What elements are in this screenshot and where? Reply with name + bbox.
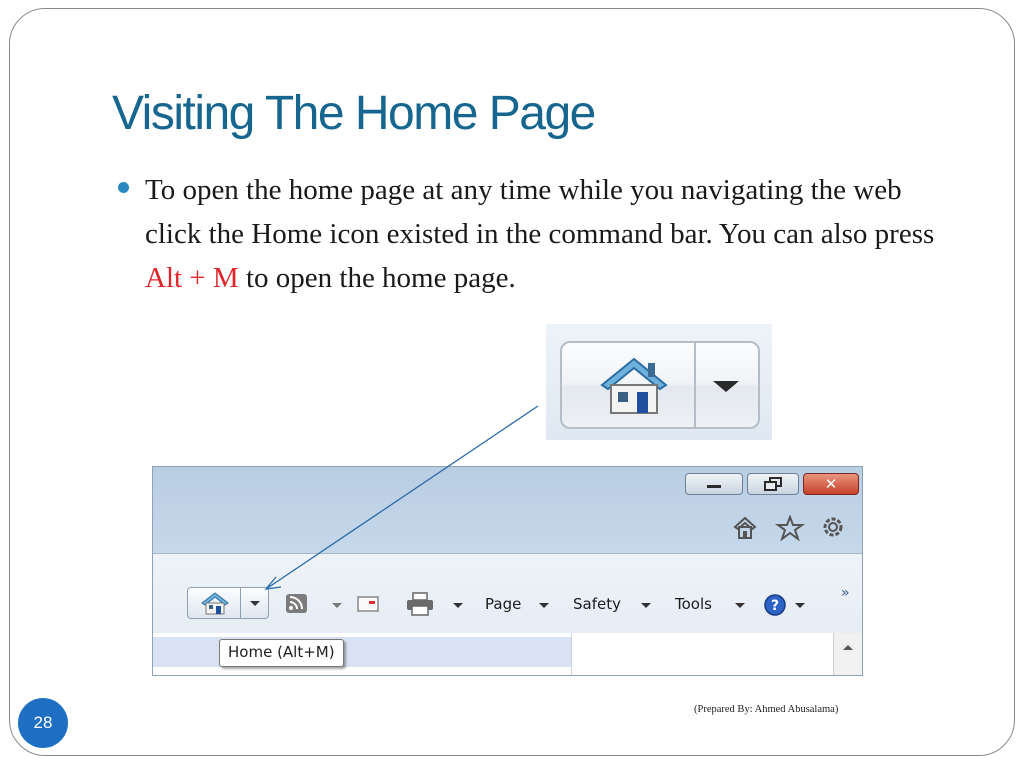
home-tooltip: Home (Alt+M) (219, 639, 344, 667)
slide-title: Visiting The Home Page (112, 87, 595, 140)
bullet-text-before: To open the home page at any time while you navigating the web click the Home icon existed in the command bar. You can also press (145, 174, 935, 250)
safety-menu-label: Safety (573, 595, 621, 613)
tools-menu-label: Tools (675, 595, 712, 613)
page-menu-label: Page (485, 595, 522, 613)
bullet-text-after: to open the home page. (238, 262, 516, 294)
page-number-badge: 28 (18, 698, 68, 748)
footer-credit: (Prepared By: Ahmed Abusalama) (694, 704, 839, 715)
shortcut-highlight: Alt + M (145, 262, 239, 294)
toolbar-overflow-button[interactable]: » (841, 585, 850, 601)
close-icon: ✕ (824, 475, 838, 493)
svg-text:?: ? (770, 598, 780, 614)
